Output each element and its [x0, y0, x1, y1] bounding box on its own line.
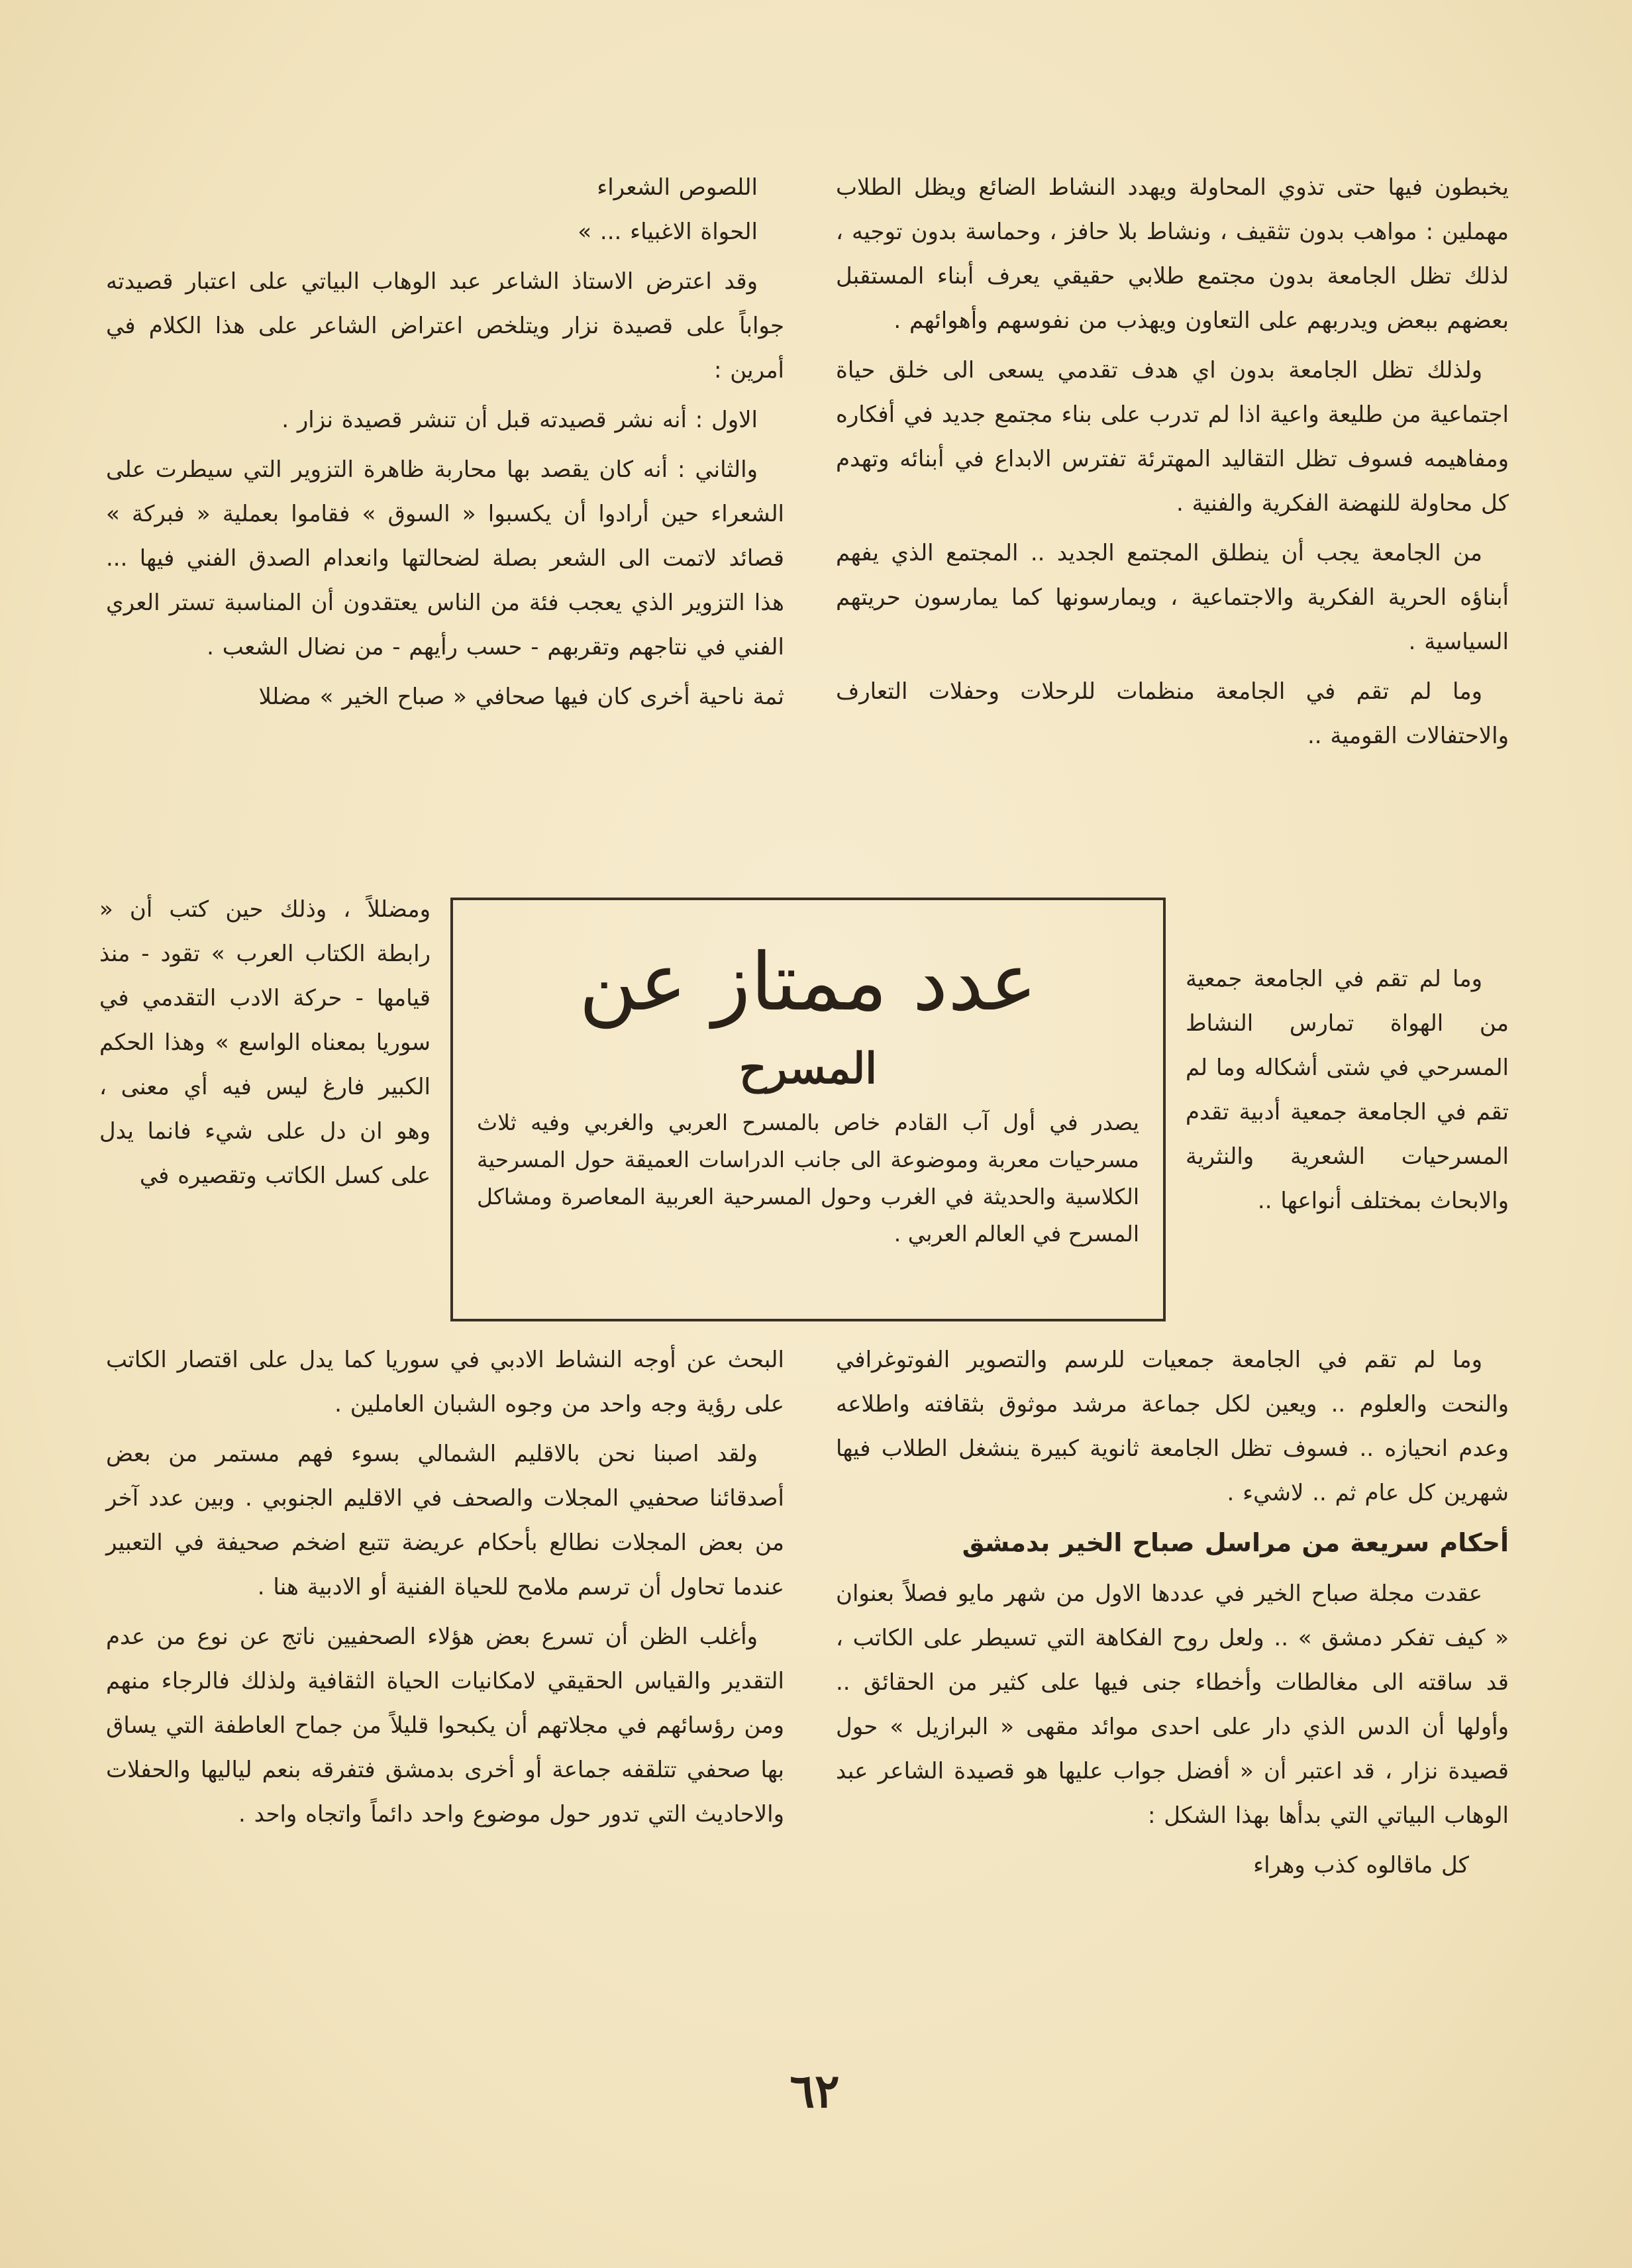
paragraph: ثمة ناحية أخرى كان فيها صحافي « صباح الخير » مضللا: [258, 684, 784, 710]
left-column-top: [106, 166, 784, 725]
paragraph: وقد اعترض الاستاذ الشاعر عبد الوهاب البياتي على اعتبار قصيدته جواباً على قصيدة نزار ويتلخص اعتراض الشاعر على هذا الكلام في أمرين :: [106, 268, 784, 384]
paragraph: وأغلب الظن أن تسرع بعض هؤلاء الصحفيين ناتج عن نوع من عدم التقدير والقياس الحقيقي لامكانيات الحياة الثقافية ولذلك فالرجاء منهم ومن رؤسائهم في مجلاتهم أن يكبحوا قليلاً من جماح العاطفة التي يساق بها صحفي تتلقفه جماعة أو أخرى بدمشق فتفرقه بنعم لياليها والحفلات والاحاديث التي تدور حول موضوع واحد دائماً واتجاه واحد .: [106, 1624, 784, 1828]
verse-line: الحواة الاغبياء ... »: [578, 219, 758, 245]
paragraph: الاول : أنه نشر قصيدته قبل أن تنشر قصيدة نزار .: [281, 407, 758, 433]
announcement-subtitle: المسرح: [739, 1044, 877, 1094]
section-heading: أحكام سريعة من مراسل صباح الخير بدمشق: [962, 1528, 1509, 1557]
page-number: ٦٢: [790, 2063, 840, 2118]
paragraph: والثاني : أنه كان يقصد بها محاربة ظاهرة التزوير التي سيطرت على الشعراء حين أرادوا أن يكسبوا « السوق » فقاموا بعملية « فبركة » قصائد لاتمت الى الشعر بصلة لضحالتها وانعدام الصدق الفني فيها ... هذا التزوير الذي يعجب فئة من الناس يعتقدون أن المناسبة تستر العري الفني في نتاجهم وتقربهم - حسب رأيهم - من نضال الشعب .: [106, 456, 784, 660]
right-column-top: [836, 166, 1509, 764]
paragraph: وما لم تقم في الجامعة منظمات للرحلات وحفلات التعارف والاحتفالات القومية ..: [836, 678, 1509, 749]
paragraph: من الجامعة يجب أن ينطلق المجتمع الجديد .. المجتمع الذي يفهم أبناؤه الحرية الفكرية والاجتماعية ، ويمارسونها كما يمارسون حريتهم السياسية .: [836, 540, 1509, 655]
paragraph: عقدت مجلة صباح الخير في عددها الاول من شهر مايو فصلاً بعنوان « كيف تفكر دمشق » .. ولعل روح الفكاهة التي تسيطر على الكاتب ، قد ساقته الى مغالطات وأخطاء جنى فيها على كثير من الحقائق .. وأولها أن الدس الذي دار على احدى موائد مقهى « البرازيل » حول قصيدة نزار ، قد اعتبر أن « أفضل جواب عليها هو قصيدة الشاعر عبد الوهاب البياتي التي بدأها بهذا الشكل :: [836, 1580, 1509, 1829]
announcement-box: [450, 898, 1166, 1321]
left-narrow-column: [99, 888, 431, 1204]
right-narrow-column: [1186, 957, 1509, 1229]
announcement-text: يصدر في أول آب القادم خاص بالمسرح العربي والغربي وفيه ثلاث مسرحيات معربة وموضوعة الى جانب الدراسات العميقة حول المسرحية الكلاسية والحديثة في الغرب وحول المسرحية العربية المعاصرة ومشاكل المسرح في العالم العربي .: [477, 1109, 1139, 1247]
paragraph: ومضللاً ، وذلك حين كتب أن « رابطة الكتاب العرب » تقود - منذ قيامها - حركة الادب التقدمي في سوريا بمعناه الواسع » وهذا الحكم الكبير فارغ ليس فيه أي معنى ، وهو ان دل على شيء فانما يدل على كسل الكاتب وتقصيره في: [99, 896, 431, 1189]
paragraph: ولقد اصبنا نحن بالاقليم الشمالي بسوء فهم مستمر من بعض أصدقائنا صحفيي المجلات والصحف في الاقليم الجنوبي . وبين عدد آخر من بعض المجلات نطالع بأحكام عريضة تتبع اضخم صحيفة في التعبير عندما تحاول أن ترسم ملامح للحياة الفنية أو الادبية هنا .: [106, 1441, 784, 1600]
announcement-title: عدد ممتاز عن: [579, 937, 1037, 1029]
right-column-bottom: [836, 1338, 1509, 1893]
verse-line: اللصوص الشعراء: [597, 174, 758, 201]
paragraph: وما لم تقم في الجامعة جمعية من الهواة تمارس النشاط المسرحي في شتى أشكاله وما لم تقم في الجامعة جمعية أدبية تقدم المسرحيات الشعرية والنثرية والابحاث بمختلف أنواعها ..: [1186, 966, 1509, 1214]
left-column-bottom: [106, 1338, 784, 1842]
paragraph: ولذلك تظل الجامعة بدون اي هدف تقدمي يسعى الى خلق حياة اجتماعية من طليعة واعية اذا لم تدرب على بناء مجتمع جديد في أفكاره ومفاهيمه فسوف تظل التقاليد المهترئة تفترس الابداع في أبنائه وتهدم كل محاولة للنهضة الفكرية والفنية .: [836, 357, 1509, 517]
verse-line: كل ماقالوه كذب وهراء: [1253, 1852, 1469, 1879]
paragraph: البحث عن أوجه النشاط الادبي في سوريا كما يدل على اقتصار الكاتب على رؤية وجه واحد من وجوه الشبان العاملين .: [106, 1347, 784, 1418]
paragraph: يخبطون فيها حتى تذوي المحاولة ويهدد النشاط الضائع ويظل الطلاب مهملين : مواهب بدون تثقيف ، ونشاط بلا حافز ، وحماسة بدون توجيه ، لذلك تظل الجامعة بدون مجتمع طلابي حقيقي يعرف أبناء المستقبل بعضهم ببعض ويدربهم على التعاون ويهذب من نفوسهم وأهوائهم .: [836, 174, 1509, 334]
paragraph: وما لم تقم في الجامعة جمعيات للرسم والتصوير الفوتوغرافي والنحت والعلوم .. ويعين لكل جماعة مرشد موثوق بثقافته واطلاعه وعدم انحيازه .. فسوف تظل الجامعة ثانوية كبيرة ينشغل الطلاب فيها شهرين كل عام ثم .. لاشيء .: [836, 1347, 1509, 1506]
